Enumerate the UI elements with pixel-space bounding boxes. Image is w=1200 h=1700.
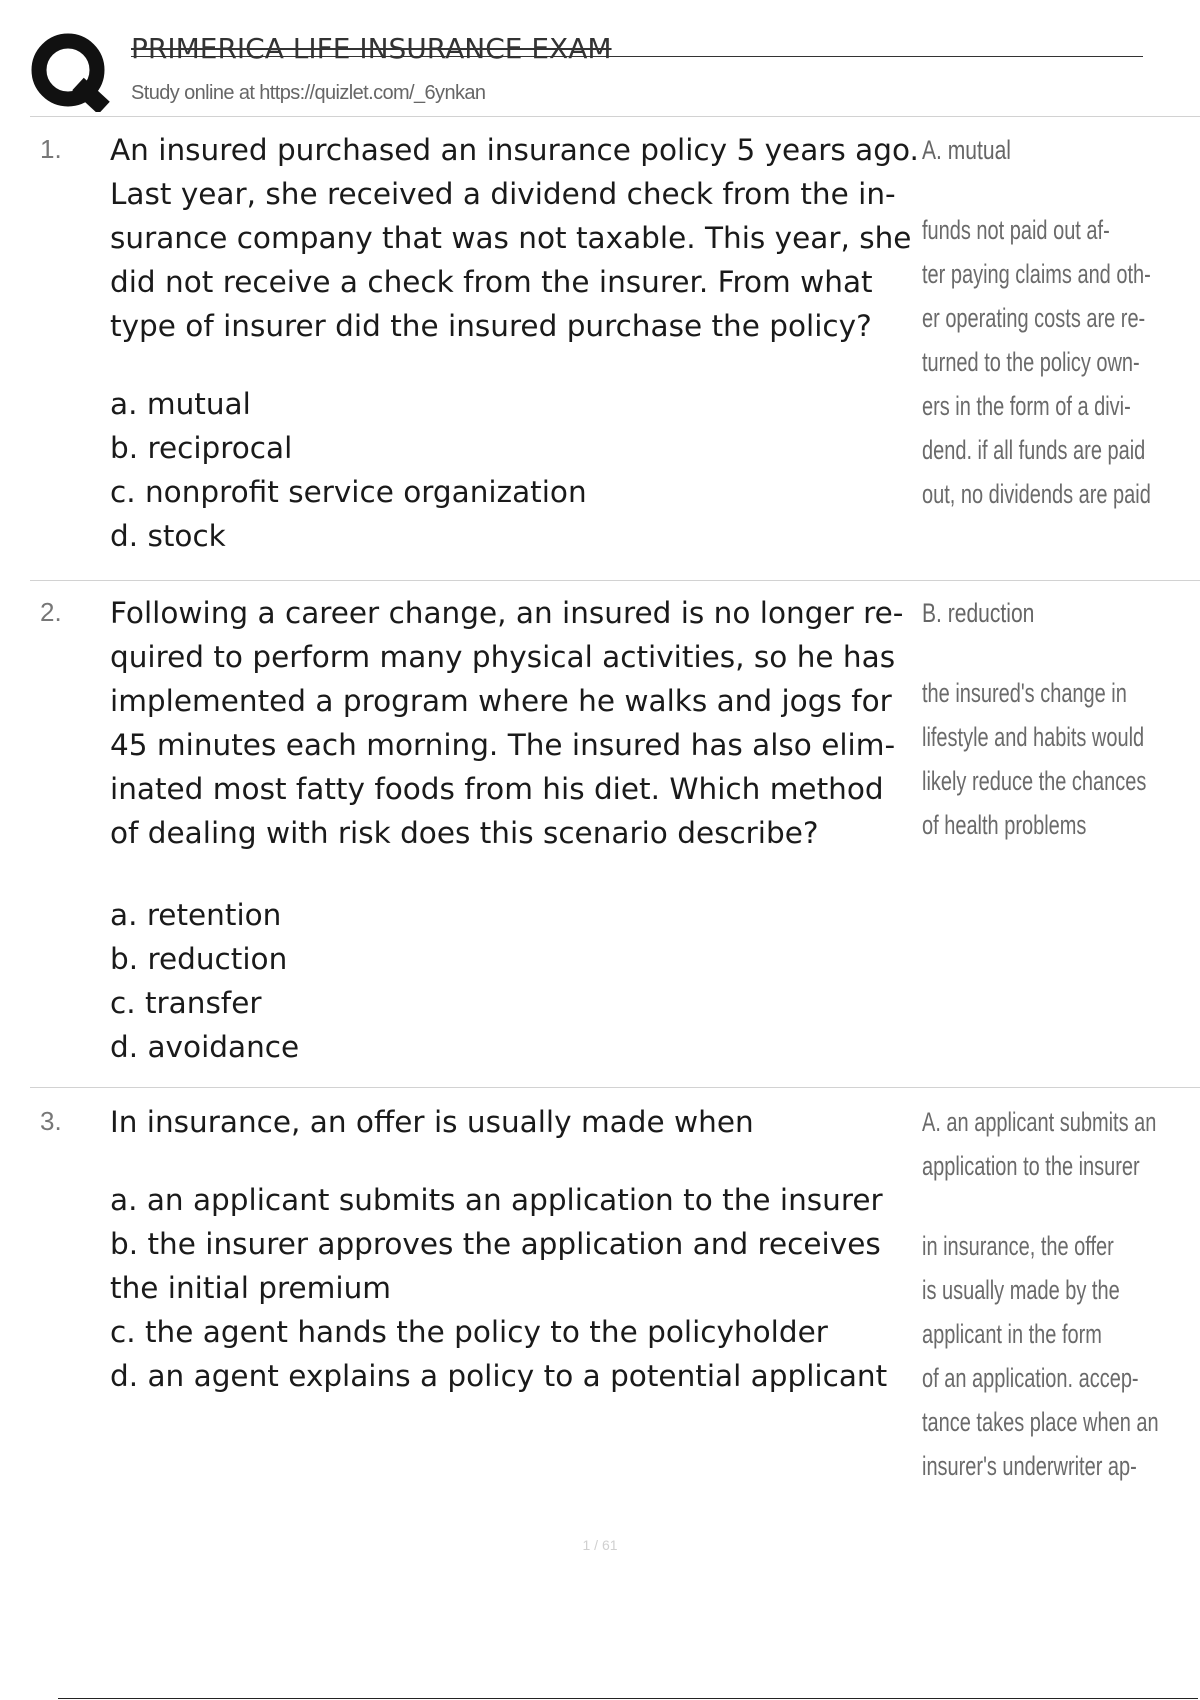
question-line: inated most fatty foods from his diet. Which method: [110, 772, 884, 806]
question-line: of dealing with risk does this scenario describe?: [110, 816, 819, 850]
option-b-continued: the initial premium: [110, 1271, 392, 1305]
explanation-line: lifestyle and habits would: [922, 722, 1145, 752]
explanation-line: applicant in the form: [922, 1319, 1102, 1349]
explanation-line: ter paying claims and oth-: [922, 259, 1151, 289]
option-d: d. an agent explains a policy to a potential applicant: [110, 1359, 888, 1393]
question-text: [110, 1100, 920, 1144]
option-a: a. an applicant submits an application to the insurer: [110, 1183, 883, 1217]
option-c: c. the agent hands the policy to the policyholder: [110, 1315, 828, 1349]
header-divider: [30, 116, 1200, 117]
correct-answer: B. reduction: [922, 598, 1035, 628]
explanation-line: of an application. accep-: [922, 1363, 1139, 1393]
question-number: 1.: [40, 134, 62, 164]
answer-line: application to the insurer: [922, 1151, 1140, 1181]
question-line: surance company that was not taxable. This year, she: [110, 221, 912, 255]
question-line: did not receive a check from the insurer. From what: [110, 265, 873, 299]
explanation-line: of health problems: [922, 810, 1087, 840]
option-c: c. transfer: [110, 986, 262, 1020]
document-subtitle: Study online at https://quizlet.com/_6ynkan: [131, 82, 486, 104]
explanation-line: in insurance, the offer: [922, 1231, 1114, 1261]
page-number: 1 / 61: [582, 1537, 618, 1553]
explanation-line: turned to the policy own-: [922, 347, 1140, 377]
question-line: In insurance, an offer is usually made when: [110, 1105, 754, 1139]
question-line: Last year, she received a dividend check from the in-: [110, 177, 896, 211]
option-b: b. reduction: [110, 942, 288, 976]
answer-explanation: [922, 671, 1188, 847]
question-number: 3.: [40, 1106, 62, 1136]
question-line: type of insurer did the insured purchase the policy?: [110, 309, 872, 343]
question-line: Following a career change, an insured is no longer re-: [110, 596, 904, 630]
question-line: quired to perform many physical activities, so he has: [110, 640, 896, 674]
explanation-line: the insured's change in: [922, 678, 1127, 708]
option-a: a. retention: [110, 898, 282, 932]
document-title: PRIMERICA LIFE INSURANCE EXAM: [131, 32, 612, 65]
correct-answer: A. mutual: [922, 135, 1011, 165]
explanation-line: insurer's underwriter ap-: [922, 1451, 1137, 1481]
option-b: b. reciprocal: [110, 431, 293, 465]
question-line: 45 minutes each morning. The insured has also elim-: [110, 728, 896, 762]
option-d: d. stock: [110, 519, 226, 553]
explanation-line: ers in the form of a divi-: [922, 391, 1131, 421]
explanation-line: funds not paid out af-: [922, 215, 1110, 245]
answer-explanation: [922, 208, 1188, 516]
explanation-line: out, no dividends are paid: [922, 479, 1151, 509]
question-text: [110, 591, 920, 855]
card-divider: [30, 1087, 1200, 1088]
quizlet-q-logo-icon: [30, 32, 112, 112]
answer-options: [110, 893, 920, 1069]
title-rule: [131, 56, 1143, 57]
answer-explanation: [922, 1224, 1188, 1488]
option-c: c. nonprofit service organization: [110, 475, 587, 509]
explanation-line: likely reduce the chances: [922, 766, 1147, 796]
card-divider: [30, 580, 1200, 581]
answer-options: [110, 382, 920, 558]
question-line: implemented a program where he walks and jogs for: [110, 684, 892, 718]
answer-options: [110, 1178, 920, 1398]
explanation-line: tance takes place when an: [922, 1407, 1159, 1437]
option-a: a. mutual: [110, 387, 251, 421]
explanation-line: dend. if all funds are paid: [922, 435, 1146, 465]
correct-answer: [922, 1100, 1188, 1188]
footer-rule: [58, 1698, 1198, 1699]
option-b: b. the insurer approves the application and receives: [110, 1227, 881, 1261]
question-number: 2.: [40, 597, 62, 627]
question-line: An insured purchased an insurance policy 5 years ago.: [110, 133, 919, 167]
question-text: [110, 128, 920, 348]
answer-line: A. an applicant submits an: [922, 1107, 1157, 1137]
option-d: d. avoidance: [110, 1030, 300, 1064]
explanation-line: is usually made by the: [922, 1275, 1120, 1305]
explanation-line: er operating costs are re-: [922, 303, 1146, 333]
